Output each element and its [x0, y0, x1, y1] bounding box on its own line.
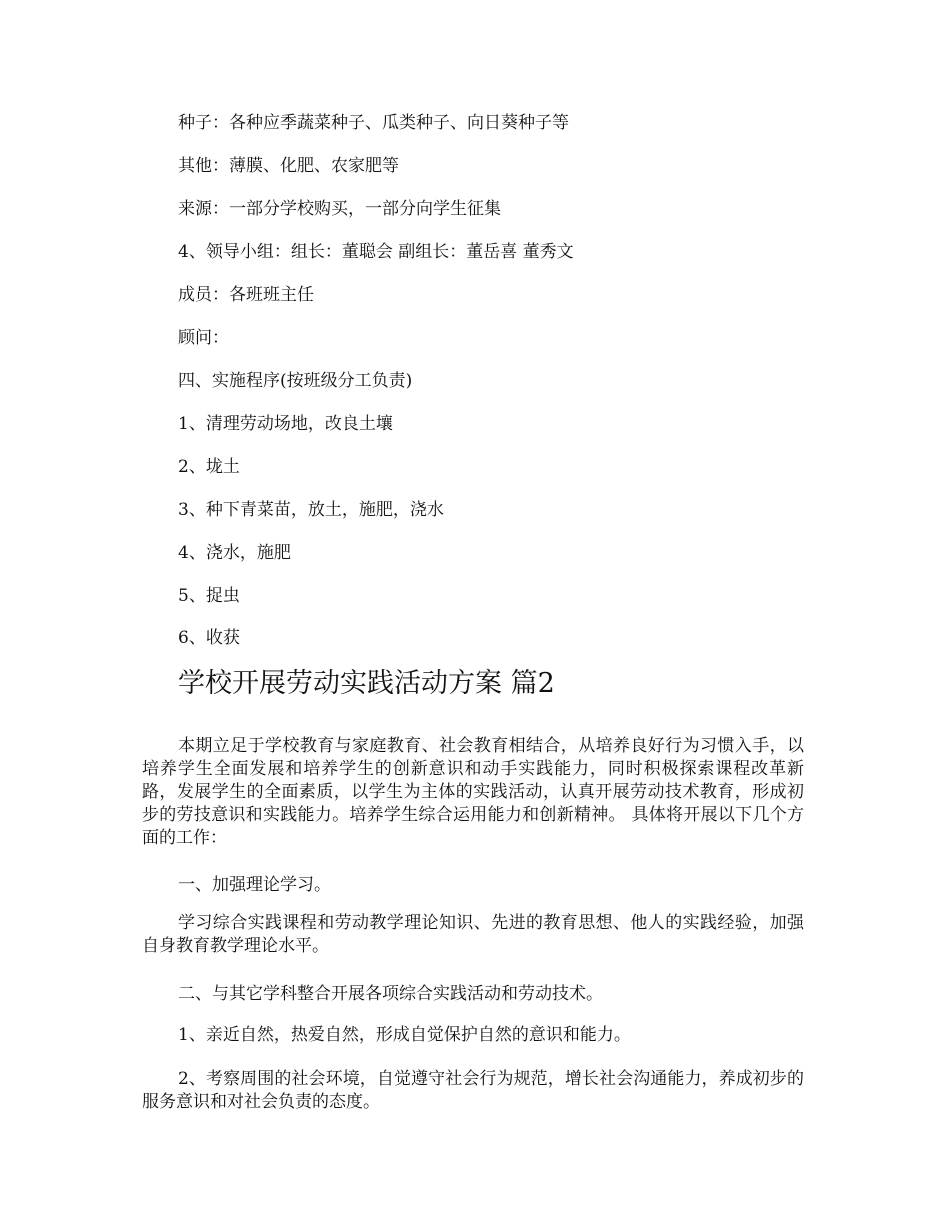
paragraph: 学习综合实践课程和劳动教学理论知识、先进的教育思想、他人的实践经验，加强自身教育教学理论水平。: [142, 913, 804, 956]
paragraph: 二、与其它学科整合开展各项综合实践活动和劳动技术。: [178, 984, 603, 1004]
step-item: 1、清理劳动场地，改良土壤: [178, 414, 393, 434]
leadership-line: 4、领导小组：组长：董聪会 副组长：董岳喜 董秀文: [178, 242, 574, 262]
seed-line: 种子：各种应季蔬菜种子、瓜类种子、向日葵种子等: [178, 113, 569, 133]
members-line: 成员：各班班主任: [178, 285, 314, 305]
section-heading: 学校开展劳动实践活动方案 篇2: [178, 668, 555, 699]
step-item: 6、收获: [178, 628, 240, 648]
step-item: 4、浇水，施肥: [178, 543, 291, 563]
paragraph: 1、亲近自然，热爱自然，形成自觉保护自然的意识和能力。: [178, 1025, 631, 1045]
step-item: 2、垅土: [178, 457, 240, 477]
paragraph: 一、加强理论学习。: [178, 875, 331, 895]
step-item: 3、种下青菜苗，放土，施肥，浇水: [178, 500, 444, 520]
other-materials-line: 其他：薄膜、化肥、农家肥等: [178, 156, 399, 176]
source-line: 来源：一部分学校购买，一部分向学生征集: [178, 199, 501, 219]
step-item: 5、捉虫: [178, 586, 240, 606]
paragraph: 2、考察周围的社会环境，自觉遵守社会行为规范，增长社会沟通能力，养成初步的服务意识和对社会负责的态度。: [142, 1069, 804, 1112]
procedure-heading: 四、实施程序(按班级分工负责): [178, 371, 413, 391]
intro-paragraph: 本期立足于学校教育与家庭教育、社会教育相结合，从培养良好行为习惯入手，以培养学生全面发展和培养学生的创新意识和动手实践能力，同时积极探索课程改革新路，发展学生的全面素质，以学生为主体的实践活动，认真开展劳动技术教育，形成初步的劳技意识和实践能力。培养学生综合运用能力和创新精神。 具体将开展以下几个方面的工作：: [142, 736, 804, 848]
advisor-line: 顾问：: [178, 328, 229, 348]
